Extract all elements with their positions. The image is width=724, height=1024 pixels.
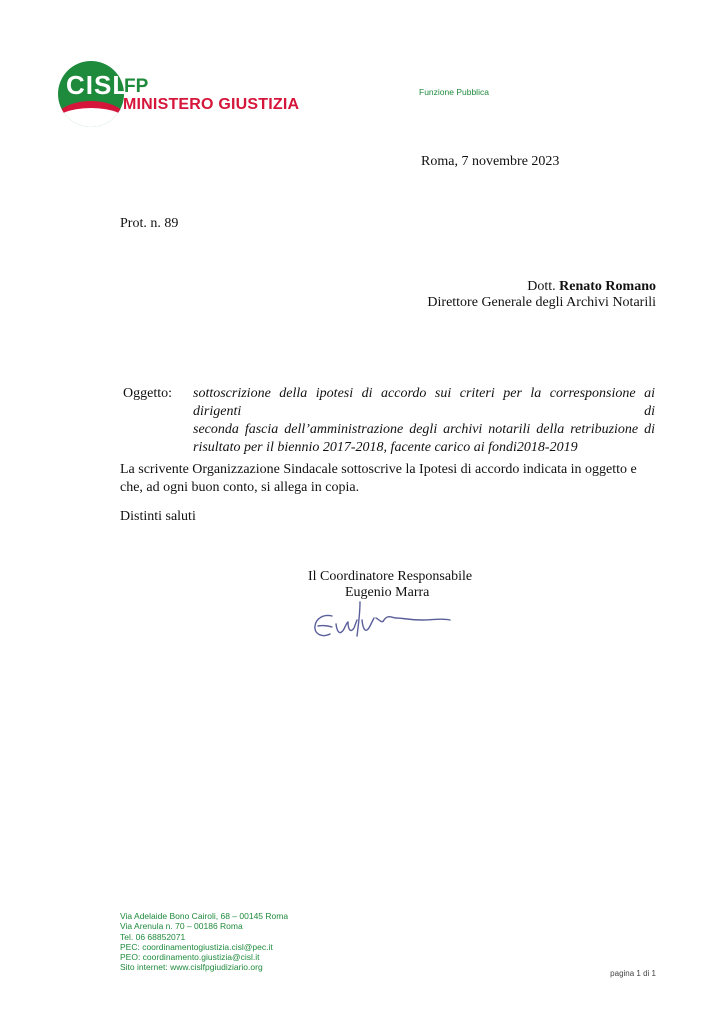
closing-salutation: Distinti saluti — [120, 509, 196, 524]
footer-address-1: Via Adelaide Bono Cairoli, 68 – 00145 Roma — [120, 911, 289, 921]
letter-body: La scrivente Organizzazione Sindacale sottoscrive la Ipotesi di accordo indicata in oggetto e che, ad ogni buon conto, si allega in copia. — [120, 462, 637, 495]
recipient-prefix: Dott. — [527, 279, 560, 294]
handwritten-signature — [310, 596, 460, 644]
signer-name: Eugenio Marra — [345, 585, 430, 600]
footer-peo: PEO: coordinamento.giustizia@cisl.it — [120, 952, 260, 963]
letter-date: Roma, 7 novembre 2023 — [421, 154, 560, 169]
oggetto-line: risultato per il biennio 2017-2018, facente carico ai fondi2018-2019 — [193, 440, 578, 455]
footer-contacts — [120, 911, 288, 973]
oggetto-body — [193, 385, 655, 457]
recipient-title: Direttore Generale degli Archivi Notarili — [427, 295, 656, 310]
footer-website: Sito internet: www.cislfpgiudiziario.org — [120, 962, 263, 973]
logo-fp-text: FP — [124, 76, 149, 97]
signer-role: Il Coordinatore Responsabile — [308, 569, 473, 584]
logo-ministero-text: MINISTERO GIUSTIZIA — [123, 96, 300, 113]
logo-cisl-text: CISL — [66, 70, 130, 100]
page-number: pagina 1 di 1 — [610, 969, 656, 978]
logo-red-arc — [58, 101, 124, 127]
recipient-name: Renato Romano — [559, 279, 656, 294]
oggetto-label: Oggetto: — [123, 386, 172, 401]
oggetto-line: seconda fascia dell’amministrazione degli archivi notarili della retribuzione di — [193, 422, 655, 437]
protocol-number: Prot. n. 89 — [120, 216, 179, 231]
funzione-pubblica-label: Funzione Pubblica — [419, 87, 489, 97]
oggetto-line: sottoscrizione della ipotesi di accordo sui criteri per la corresponsione ai dirigenti di — [193, 386, 655, 419]
footer-pec: PEC: coordinamentogiustizia.cisl@pec.it — [120, 941, 273, 952]
footer-address-2: Via Arenula n. 70 – 00186 Roma — [120, 921, 243, 932]
footer-phone: Tel. 06 68852071 — [120, 931, 186, 942]
